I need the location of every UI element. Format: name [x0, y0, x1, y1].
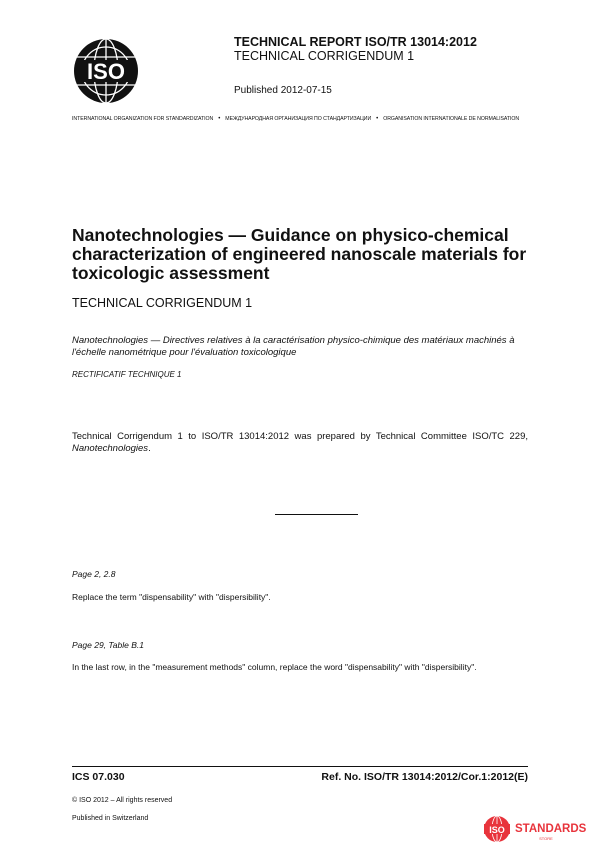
org-separator: •: [376, 116, 379, 122]
ics-code: ICS 07.030: [72, 771, 125, 783]
org-name-en: INTERNATIONAL ORGANIZATION FOR STANDARDIZATION: [72, 116, 214, 122]
committee-name: Nanotechnologies: [72, 443, 149, 454]
divider: [275, 514, 358, 515]
french-title: Nanotechnologies — Directives relatives à la caractérisation physico-chimique des matériaux machinés à l'échelle nanométrique pour l'évaluation toxicologique: [72, 335, 515, 358]
corrigendum-label: TECHNICAL CORRIGENDUM 1: [72, 296, 253, 310]
organization-names: [72, 116, 528, 122]
store-logo-iso: ISO: [489, 825, 505, 835]
french-corrigendum: RECTIFICATIF TECHNIQUE 1: [72, 370, 182, 379]
org-name-ru: МЕЖДУНАРОДНАЯ ОРГАНИЗАЦИЯ ПО СТАНДАРТИЗАЦИИ: [225, 116, 372, 122]
preparation-statement: Technical Corrigendum 1 to ISO/TR 13014:2012 was prepared by Technical Committee ISO/TC 229, Nanotechnologies.: [72, 431, 528, 454]
footer-divider: [72, 766, 528, 767]
correction-text: In the last row, in the "measurement methods" column, replace the word "dispensability" with "dispersibility".: [72, 662, 477, 672]
reference-number: Ref. No. ISO/TR 13014:2012/Cor.1:2012(E): [321, 771, 528, 783]
corrigendum-header: TECHNICAL CORRIGENDUM 1: [234, 49, 415, 63]
org-name-fr: ORGANISATION INTERNATIONALE DE NORMALISATION: [383, 116, 520, 122]
store-logo-sub: STORE: [539, 836, 553, 841]
correction-reference: Page 29, Table B.1: [72, 640, 144, 650]
copyright: © ISO 2012 – All rights reserved: [72, 797, 173, 804]
published-in: Published in Switzerland: [72, 815, 149, 822]
org-separator: •: [218, 116, 221, 122]
iso-logo: [72, 37, 140, 105]
document-title: Nanotechnologies — Guidance on physico-chemical characterization of engineered nanoscale materials for toxicologic assessment: [72, 225, 527, 283]
store-logo-text: STANDARDS: [515, 823, 587, 835]
preparation-text: Technical Corrigendum 1 to ISO/TR 13014:2012 was prepared by Technical Committee ISO/TC 229,: [72, 431, 528, 442]
report-title: TECHNICAL REPORT ISO/TR 13014:2012: [234, 35, 477, 49]
correction-reference: Page 2, 2.8: [72, 569, 116, 579]
correction-text: Replace the term "dispensability" with "dispersibility".: [72, 592, 271, 602]
published-date: Published 2012-07-15: [234, 85, 332, 96]
standards-store-logo: [483, 815, 595, 843]
iso-logo-text: ISO: [87, 59, 125, 84]
